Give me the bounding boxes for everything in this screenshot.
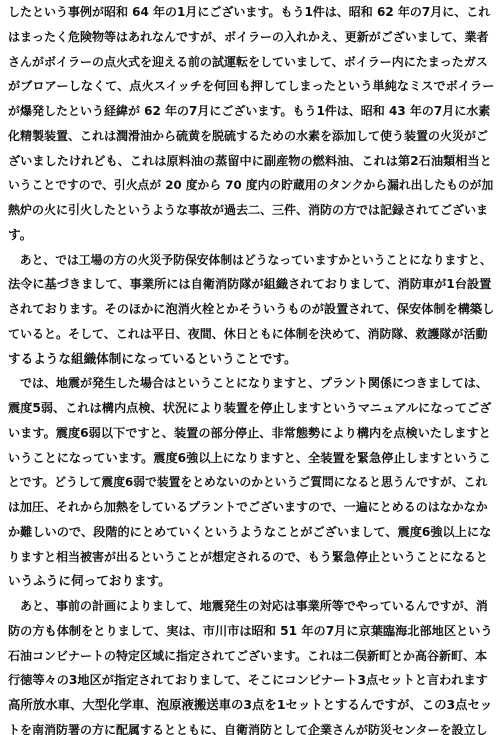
text-line: 高所放水車、大型化学車、泡原液搬送車の3点を1セットとするんですが、この3点セッ	[8, 697, 493, 712]
text-line: りますと相当被害が出るということが想定されるので、もう緊急停止ということになると	[8, 549, 488, 564]
text-line: いうふうに伺っております。	[8, 573, 171, 589]
text-line: 法令に基づきまして、事業所には自衛消防隊が組織されておりまして、消防車が1台設置	[8, 277, 492, 292]
text-line: ていると。そして、これは平日、夜間、休日ともに体制を決めて、消防隊、救護隊が活動	[8, 326, 488, 341]
text-line: されております。そのほかに泡消火栓とかそういうものが設置されて、保安体制を構築し	[8, 302, 494, 316]
text-line: 震度5弱、これは構内点検、状況により装置を停止しますというマニュアルになってござ	[8, 401, 492, 415]
text-line: 石油コンビナートの特定区域に指定されてございます。これは二俣新町とか高谷新町、本	[8, 648, 488, 663]
text-line: はまったく危険物等はあれなんですが、ボイラーの入れかえ、更新がございまして、業者	[8, 29, 489, 44]
text-line: 化精製装置、これは潤滑油から硫黄を脱硫するための水素を添加して使う装置の火災がご	[8, 128, 489, 143]
text-line: したという事例が昭和 64 年の1月にございます。もう1件は、昭和 62 年の7月に、これ	[8, 5, 491, 19]
text-line: とです。どうして震度6弱で装置をとめないのかというご質問になると思うんですが、これ	[8, 475, 488, 490]
text-line: あと、では工場の方の火災予防保安体制はどうなっていますかということになりますと、	[8, 252, 492, 267]
text-line: 行徳等々の3地区が指定されておりまして、そこにコンビナート3点セットと言われます	[8, 673, 488, 688]
text-line: がブロアーしなくて、点火スイッチを何回も押してしまったという単純なミスでボイラー	[8, 79, 494, 94]
text-line: いうことですので、引火点が 20 度から 70 度内の貯蔵用のタンクから漏れ出したものが加	[8, 178, 494, 193]
text-line: ざいましたけれども、これは原料油の蒸留中に副産物の燃料油、これは第2石油類相当と	[8, 153, 492, 168]
document-page	[8, 0, 494, 735]
text-line: トを南消防署の方に配属するとともに、自衛消防として企業さんが防災センターを設立し	[8, 722, 488, 735]
text-line: か難しいので、段階的にとめていくというようなことがございまして、震度6強以上にな	[8, 524, 492, 539]
text-line: さんがボイラーの点火式を迎える前の試運転をしていまして、ボイラー内にたまったガス	[8, 54, 488, 69]
text-line: 防の方も体制をとりまして、実は、市川市は昭和 51 年の7月に京葉臨海北部地区という	[8, 623, 493, 638]
text-line: す。	[8, 226, 33, 242]
text-line: あと、事前の計画によりまして、地震発生の対応は事業所等でやっているんですが、消	[8, 599, 488, 613]
text-line: は加圧、それから加熱をしているプラントでございますので、一遍にとめるのはなかなか	[8, 500, 488, 514]
text-line: います。震度6弱以下ですと、装置の部分停止、非常態勢により構内を点検いたしますと	[8, 425, 491, 440]
text-line: 熱炉の火に引火したというような事故が過去二、三件、消防の方では記録されてございま	[8, 203, 489, 217]
text-line: では、地震が発生した場合はということになりますと、プラント関係につきましては、	[8, 376, 488, 391]
text-line: が爆発したという経緯が 62 年の7月にございます。もう1件は、昭和 43 年の7月に水素	[8, 104, 491, 118]
text-line: するような組織体制になっているということです。	[8, 350, 297, 366]
text-line: いうことになっています。震度6強以上になりますと、全装置を緊急停止しますというこ	[8, 450, 491, 465]
